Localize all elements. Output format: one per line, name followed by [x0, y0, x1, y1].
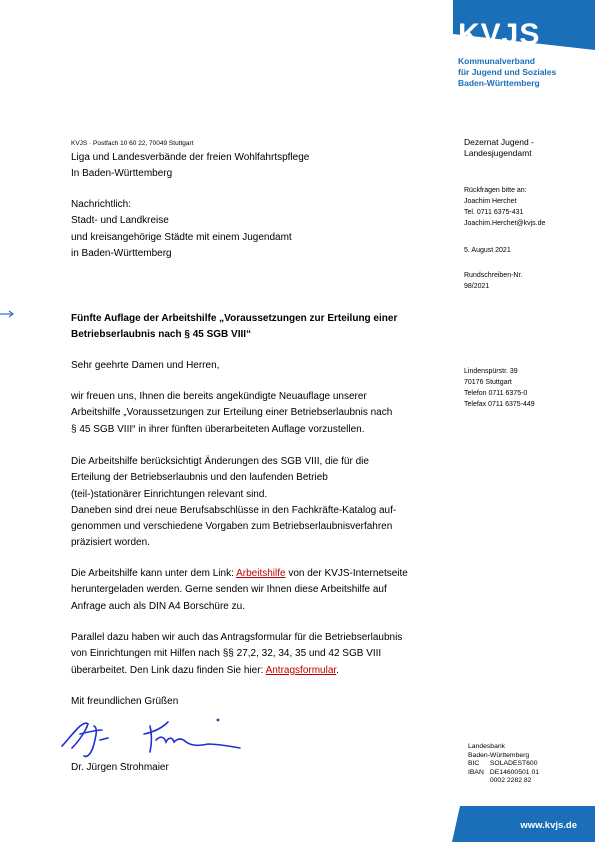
paragraph-line: Parallel dazu haben wir auch das Antragsformular für die Betriebserlaubnis	[71, 632, 403, 643]
arbeitshilfe-link[interactable]: Arbeitshilfe	[236, 568, 286, 579]
department-line: Dezernat Jugend -	[464, 137, 534, 147]
paragraph-line	[71, 566, 408, 582]
bic-label: BIC	[468, 760, 480, 768]
closing: Mit freundlichen Grüßen	[71, 696, 179, 707]
paragraph-line: (teil-)stationärer Einrichtungen relevant sind.	[71, 488, 268, 500]
paragraph-4	[71, 630, 402, 679]
paragraph-line	[71, 663, 402, 679]
handwritten-signature	[58, 712, 248, 767]
reference-block	[464, 270, 522, 292]
text-segment: Die Arbeitshilfe kann unter dem Link:	[71, 568, 237, 579]
paragraph-line: wir freuen uns, Ihnen die bereits angekündigte Neuauflage unserer	[71, 391, 367, 402]
text-segment: von der KVJS-Internetseite	[285, 568, 408, 579]
recipient-line: In Baden-Württemberg	[71, 168, 173, 180]
address-line: Telefax 0711 6375-449	[464, 401, 535, 408]
paragraph-line: von Einrichtungen mit Hilfen nach §§ 27,2, 32, 34, 35 und 42 SGB VIII	[71, 648, 382, 660]
paragraph-line: Arbeitshilfe „Voraussetzungen zur Erteilung einer Betriebserlaubnis nach	[71, 407, 393, 419]
paragraph-1	[71, 389, 392, 438]
logo-line-2: für Jugend und Soziales	[458, 67, 557, 77]
queries-label: Rückfragen bitte an:	[464, 187, 527, 194]
cc-line: in Baden-Württemberg	[71, 247, 172, 259]
sender-line: KVJS · Postfach 10 60 22, 70049 Stuttgart	[71, 140, 194, 147]
signer-name: Dr. Jürgen Strohmaier	[71, 762, 169, 773]
address-line: Lindenspürstr. 39	[464, 368, 518, 375]
department	[464, 137, 534, 159]
paragraph-3	[71, 566, 408, 615]
iban-value: 0002 2282 82	[489, 777, 532, 785]
contact-email[interactable]: Joachim.Herchet@kvjs.de	[464, 220, 546, 227]
text-segment: überarbeitet. Den Link dazu finden Sie hier:	[71, 664, 266, 676]
kvjs-logo	[453, 0, 595, 105]
text-segment: .	[336, 664, 339, 676]
reference-number: 98/2021	[464, 283, 490, 290]
recipient-block	[71, 150, 309, 183]
bank-block	[468, 743, 545, 786]
reference-label: Rundschreiben-Nr.	[464, 272, 523, 279]
logo-org-name	[458, 56, 556, 89]
footer-banner	[430, 806, 595, 842]
paragraph-line: präzisiert worden.	[71, 537, 150, 549]
paragraph-line: Anfrage auch als DIN A4 Borschüre zu.	[71, 600, 245, 612]
recipient-line: Liga und Landesverbände der freien Wohlfahrtspflege	[71, 152, 310, 163]
website-url[interactable]: www.kvjs.de	[520, 820, 577, 831]
cc-line: Stadt- und Landkreise	[71, 215, 169, 227]
paragraph-line: Daneben sind drei neue Berufsabschlüsse in den Fachkräfte-Katalog auf-	[71, 504, 397, 516]
logo-line-1: Kommunalverband	[458, 56, 535, 66]
contact-block	[464, 185, 545, 229]
paragraph-line: genommen und verschiedene Vorgaben zum Betriebserlaubnisverfahren	[71, 521, 393, 533]
bank-name: Landesbank	[468, 743, 506, 750]
paragraph-line: Die Arbeitshilfe berücksichtigt Änderungen des SGB VIII, die für die	[71, 456, 369, 467]
address-line: Telefon 0711 6375-0	[464, 390, 528, 397]
bank-name: Baden-Württemberg	[468, 751, 530, 759]
paragraph-line: Erteilung der Betriebserlaubnis und den laufenden Betrieb	[71, 472, 328, 484]
address-block	[464, 366, 535, 410]
bank-details	[468, 760, 545, 786]
paragraph-line: § 45 SGB VIII“ in ihrer fünften überarbeiteten Auflage vorzustellen.	[71, 423, 365, 435]
contact-phone: Tel. 0711 6375-431	[464, 209, 524, 216]
cc-block	[71, 197, 292, 262]
contact-name: Joachim Herchet	[464, 198, 517, 205]
subject-line: Betriebserlaubnis nach § 45 SGB VIII“	[71, 329, 252, 340]
logo-wordmark: KVJS	[458, 18, 541, 51]
logo-line-3: Baden-Württemberg	[458, 78, 540, 88]
subject-line: Fünfte Auflage der Arbeitshilfe „Voraussetzungen zur Erteilung einer	[71, 313, 398, 324]
letter-date: 5. August 2021	[464, 247, 511, 254]
address-line: 70176 Stuttgart	[464, 379, 512, 386]
paragraph-2	[71, 454, 396, 552]
paragraph-line: heruntergeladen werden. Gerne senden wir Ihnen diese Arbeitshilfe auf	[71, 584, 387, 596]
antragsformular-link[interactable]: Antragsformular	[265, 664, 337, 676]
subject	[71, 311, 397, 343]
iban-value: DE14600501 01	[489, 768, 540, 776]
cc-line: Nachrichtlich:	[71, 199, 132, 210]
iban-label: IBAN	[468, 768, 484, 776]
bic-value: SOLADEST600	[489, 760, 538, 768]
cc-line: und kreisangehörige Städte mit einem Jugendamt	[71, 231, 292, 243]
fold-mark-arrow-icon	[0, 306, 16, 324]
salutation: Sehr geehrte Damen und Herren,	[71, 360, 220, 371]
department-line: Landesjugendamt	[464, 148, 532, 158]
